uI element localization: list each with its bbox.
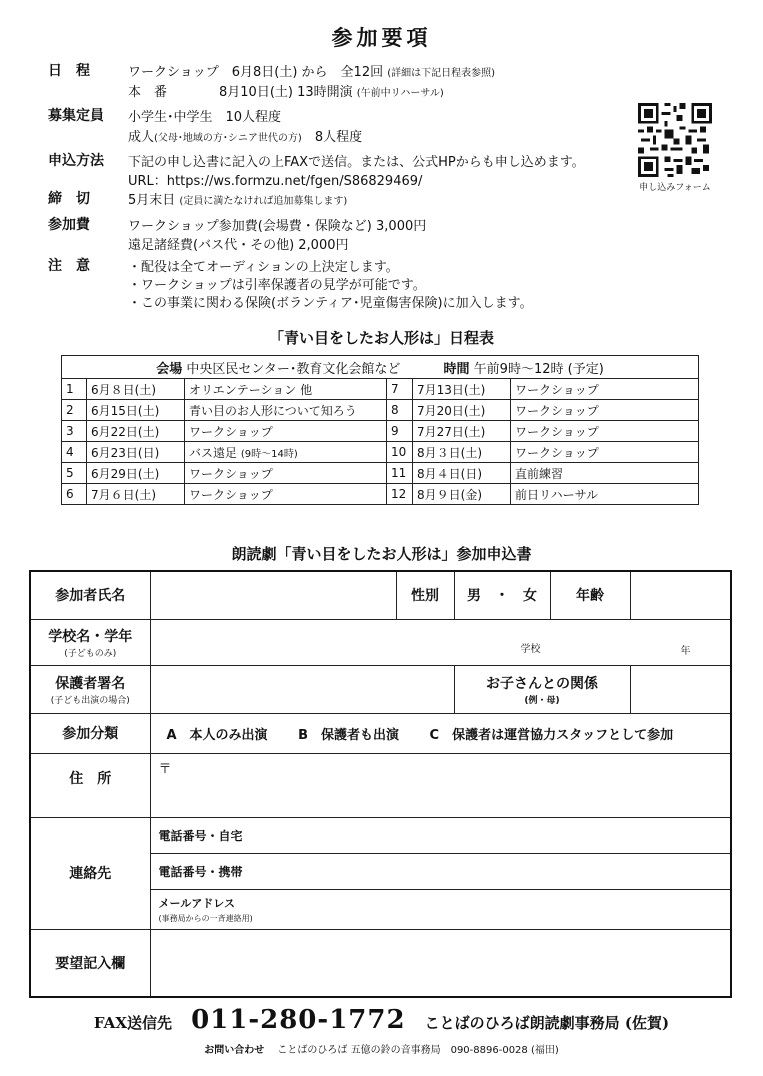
phone-mobile-field[interactable]: 電話番号・携帯 (150, 853, 731, 889)
schedule-header: 会場 中央区民センター･教育文化会館など 時間 午前9時〜12時 (予定) (62, 356, 699, 379)
qr-code-icon[interactable] (638, 103, 712, 177)
guardian-row: 保護者署名 (子ども出演の場合) お子さんとの関係 (例・母) (30, 665, 731, 713)
table-row: 3 6月22日(土) ワークショップ 9 7月27日(土) ワークショップ (62, 421, 699, 442)
relation-field[interactable] (630, 665, 731, 713)
page-title: 参加要項 (331, 25, 432, 50)
postal-mark: 〒 (158, 761, 172, 777)
apply-line1: 下記の申し込書に記入の上FAXで送信。または、公式HPからも申し込めます。 (128, 155, 585, 170)
request-row: 要望記入欄 (30, 929, 731, 997)
age-field[interactable] (630, 571, 731, 619)
gender-options[interactable]: 男 ・ 女 (454, 571, 550, 619)
application-form (29, 570, 732, 998)
apply-url[interactable]: URL：https://ws.formzu.net/fgen/S86829469/ (128, 174, 423, 189)
school-row: 学校名・学年 (子どものみ) 学校 年 (30, 619, 731, 665)
inquiry-line: お問い合わせ ことばのひろば 五億の鈴の音事務局 090-8896-0028 (福田) (204, 1045, 559, 1056)
address-field[interactable] (150, 753, 731, 817)
note-item: ・ワークショップは引率保護者の見学が可能です。 (128, 278, 426, 293)
capacity-label: 募集定員 (48, 108, 104, 124)
category-row: 参加分類 A 本人のみ出演 B 保護者も出演 C 保護者は運営協力スタッフとして参加 (30, 713, 731, 753)
form-title: 朗読劇「青い目をしたお人形は」参加申込書 (231, 545, 532, 563)
schedule-line2: 本 番 8月10日(土) 13時開演 (午前中リハーサル) (128, 85, 444, 100)
schedule-line1: ワークショップ 6月8日(土) から 全12回 (詳細は下記日程表参照) (128, 65, 496, 80)
table-row: 2 6月15日(土) 青い目のお人形について知ろう 8 7月20日(土) ワークショップ (62, 400, 699, 421)
guardian-field[interactable] (150, 665, 454, 713)
table-row: 4 6月23日(日) バス遠足 (9時〜14時) 10 8月３日(土) ワークショップ (62, 442, 699, 463)
qr-caption: 申し込みフォーム (639, 183, 711, 193)
fee-line1: ワークショップ参加費(会場費・保険など) 3,000円 (128, 219, 427, 234)
table-row: 1 6月８日(土) オリエンテーション 他 7 7月13日(土) ワークショップ (62, 379, 699, 400)
name-field[interactable] (150, 571, 396, 619)
name-row: 参加者氏名 性別 男 ・ 女 年齢 (30, 571, 731, 619)
address-row: 住 所 〒 (30, 753, 731, 817)
fee-line2: 遠足諸経費(バス代・その他) 2,000円 (128, 238, 349, 253)
contact-row: 連絡先 電話番号・自宅 (30, 817, 731, 853)
deadline-text: 5月末日 (定員に満たなければ追加募集します) (128, 193, 348, 208)
deadline-label: 締 切 (48, 191, 90, 207)
table-row: 6 7月６日(土) ワークショップ 12 8月９日(金) 前日リハーサル (62, 484, 699, 505)
capacity-line1: 小学生･中学生 10人程度 (128, 110, 282, 125)
schedule-title: 「青い目をしたお人形は」日程表 (268, 329, 494, 347)
schedule-table (61, 355, 699, 505)
fee-label: 参加費 (48, 217, 90, 233)
note-item: ・配役は全てオーディションの上決定します。 (128, 260, 399, 275)
table-row: 5 6月29日(土) ワークショップ 11 8月４日(日) 直前練習 (62, 463, 699, 484)
fax-number: 011-280-1772 (191, 1005, 406, 1035)
request-field[interactable] (150, 929, 731, 997)
fax-line: FAX送信先 011-280-1772 ことばのひろば朗読劇事務局 (佐賀) (93, 1005, 670, 1035)
category-a-option[interactable]: A 本人のみ出演 (166, 727, 268, 743)
email-field[interactable]: メールアドレス (事務局からの一斉連絡用) (150, 889, 731, 929)
capacity-line2: 成人(父母･地域の方･シニア世代の方) 8人程度 (128, 130, 363, 145)
note-item: ・この事業に関わる保険(ボランティア･児童傷害保険)に加入します。 (128, 296, 533, 311)
phone-home-field[interactable]: 電話番号・自宅 (150, 817, 731, 853)
school-field[interactable]: 学校 年 (150, 619, 731, 665)
notes-label: 注 意 (48, 258, 90, 274)
category-b-option[interactable]: B 保護者も出演 (298, 727, 400, 743)
schedule-label: 日 程 (48, 63, 90, 79)
category-c-option[interactable]: C 保護者は運営協力スタッフとして参加 (429, 727, 674, 743)
apply-label: 申込方法 (48, 153, 104, 169)
